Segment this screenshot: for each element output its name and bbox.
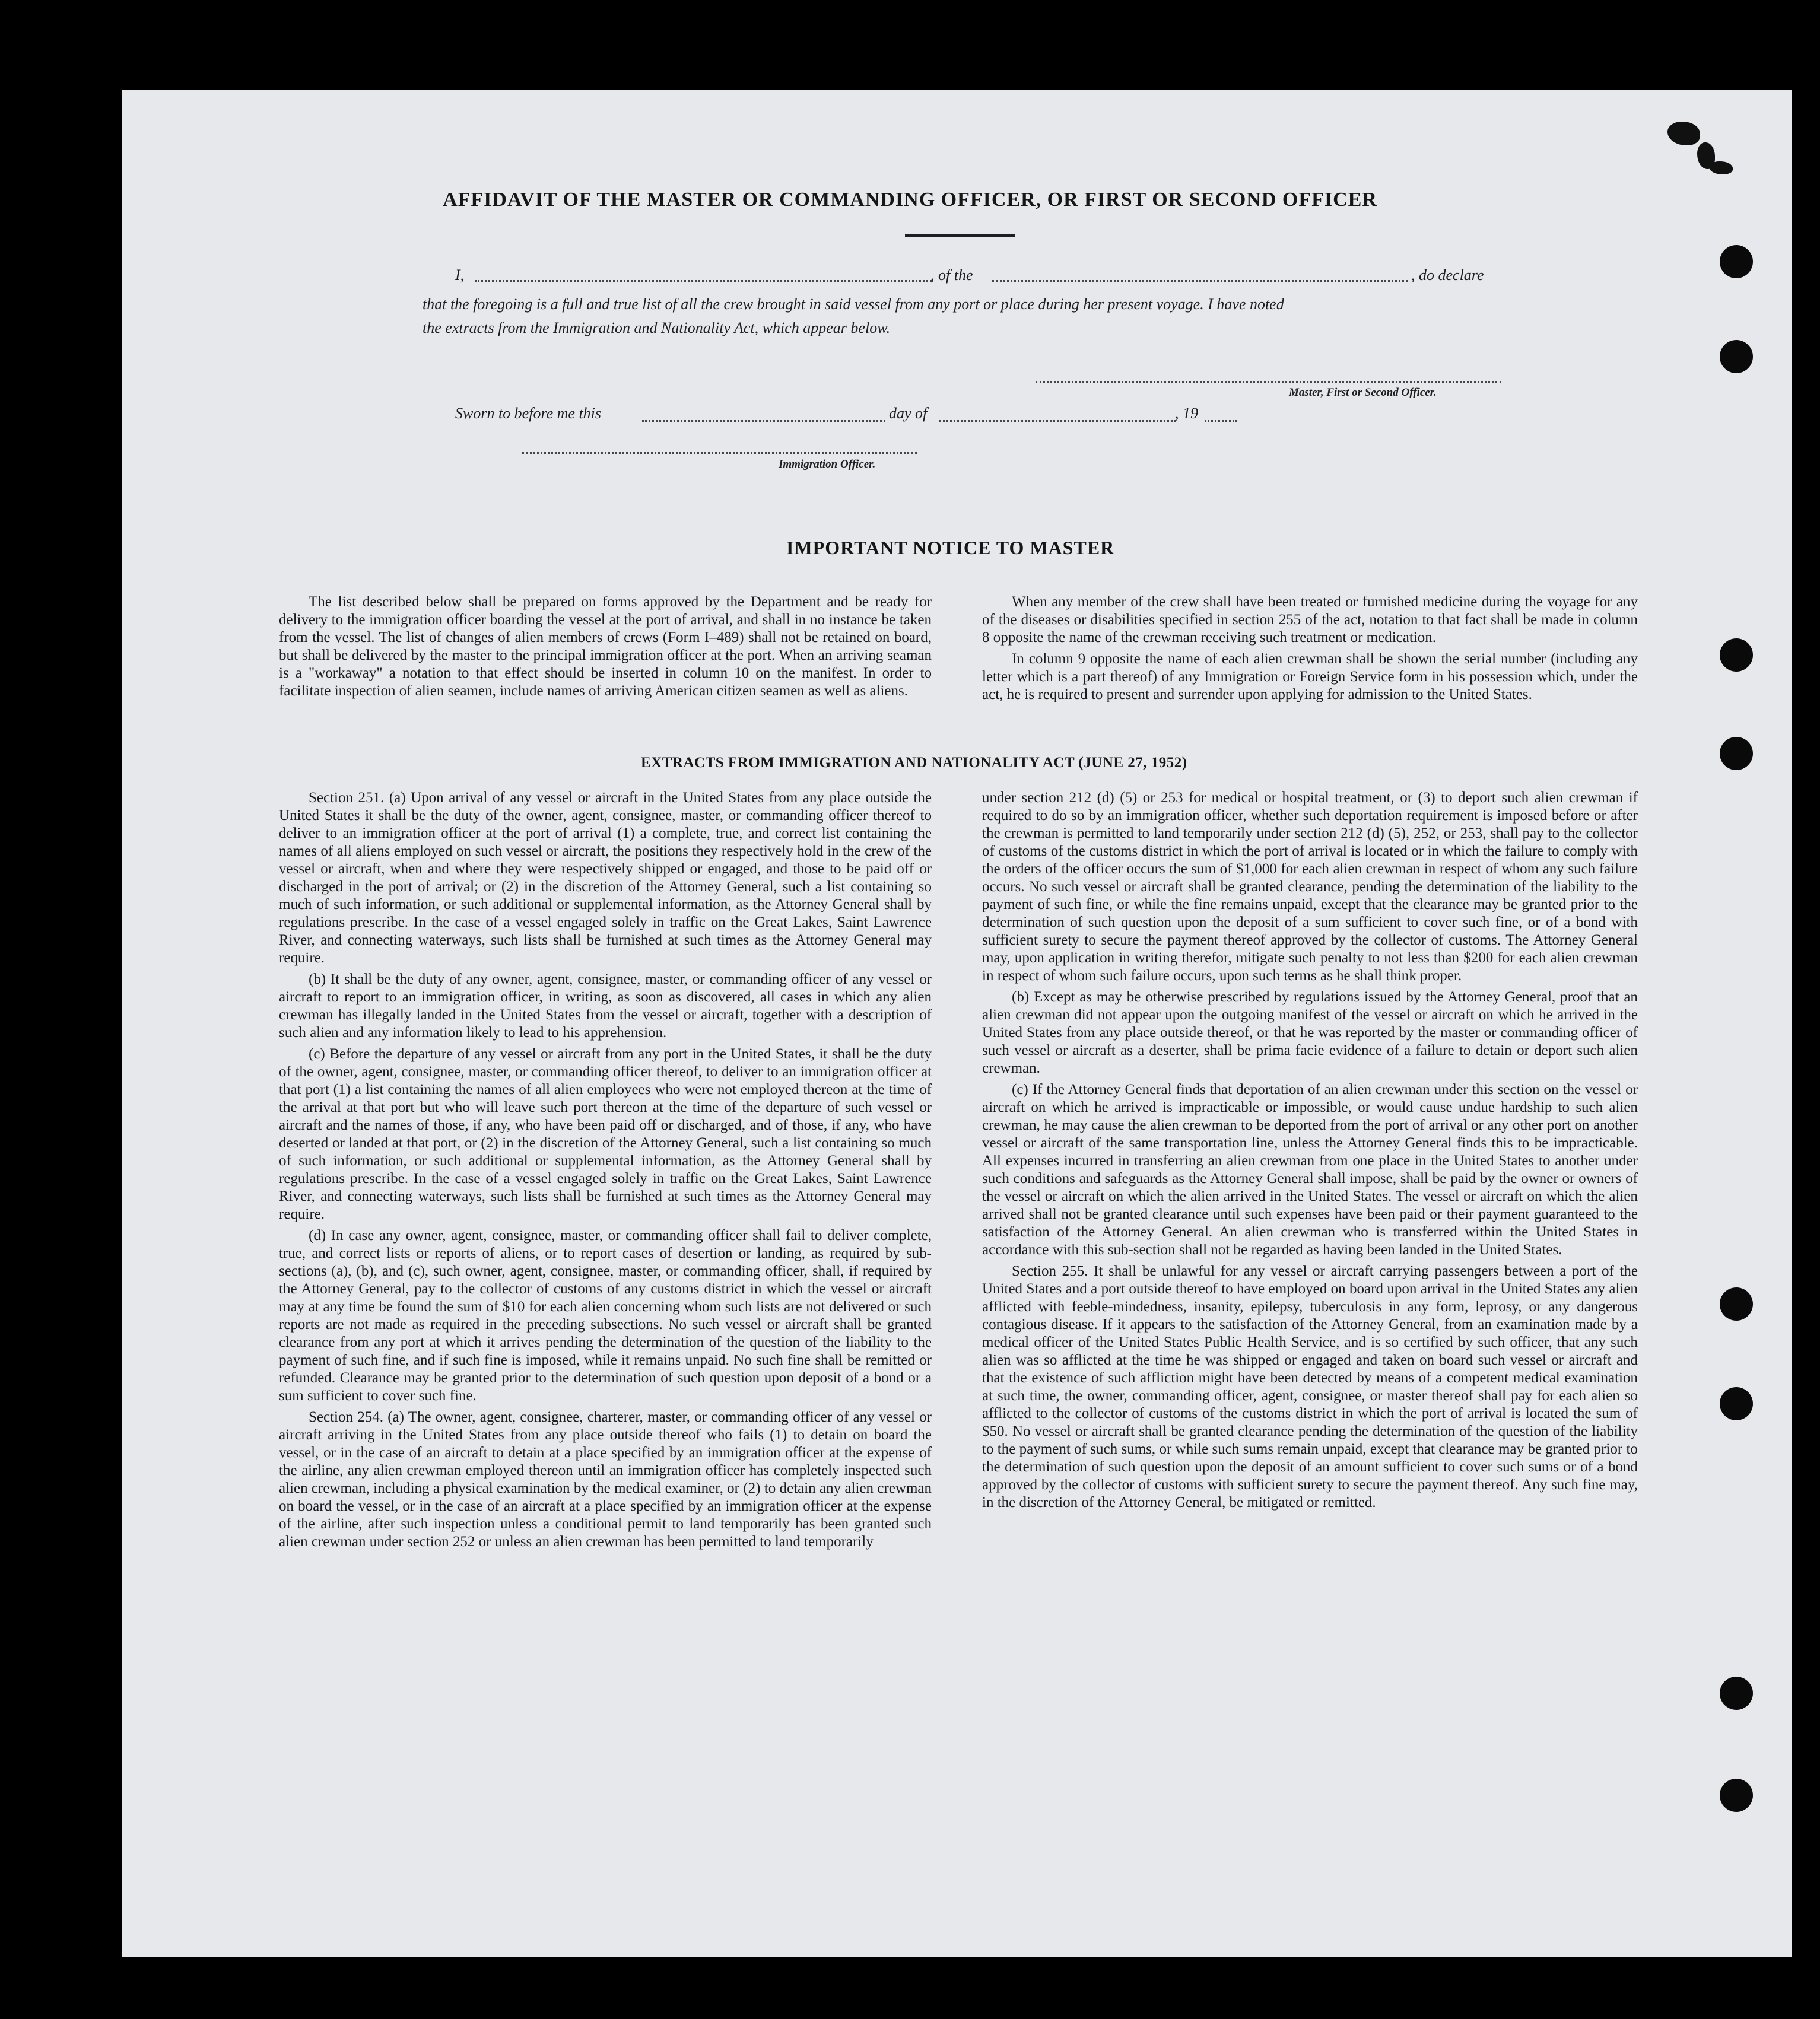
notice-right-paragraph-2: In column 9 opposite the name of each alien crewman shall be shown the serial number (including any letter which is a part thereof) of any Immigration or Foreign Service form in his possession which, under the act, he is required to present and surrender upon applying for admission to the United States. <box>982 651 1638 702</box>
notice-left-column <box>279 593 932 704</box>
extract-paragraph: Section 254. (a) The owner, agent, consignee, charterer, master, or commanding officer of any vessel or aircraft arriving in the United States from any place outside thereof who fails (1) to detain on board the vessel, or in the case of an aircraft to detain at a place specified by an immigration officer at the expense of the airline, any alien crewman employed thereon until an immigration officer has completely inspected such alien crewman, including a physical examination by the medical examiner, or (2) to detain any alien crewman on board the vessel, or in the case of an aircraft at a place specified by an immigration officer at the expense of the airline, after such inspection unless a conditional permit to land temporarily has been granted such alien crewman under section 252 or unless an alien crewman has been permitted to land temporarily <box>279 1409 932 1550</box>
declaration-line-2: the extracts from the Immigration and Nationality Act, which appear below. <box>423 319 891 336</box>
punch-hole <box>1720 245 1753 278</box>
notice-right-paragraph-1: When any member of the crew shall have been treated or furnished medicine during the voyage for any of the diseases or disabilities specified in section 255 of the act, notation to that fact shall be made in column 8 opposite the name of the crewman receiving such treatment or medication. <box>982 594 1638 646</box>
sworn-month-field[interactable] <box>939 420 1176 422</box>
master-signature-field[interactable] <box>1036 381 1501 383</box>
day-of-label: day of <box>889 405 928 422</box>
punch-hole <box>1720 638 1753 672</box>
title-rule <box>905 234 1015 237</box>
sworn-day-field[interactable] <box>642 420 885 422</box>
immigration-officer-signature-field[interactable] <box>522 452 917 454</box>
notice-right-column <box>982 593 1638 707</box>
extracts-left-column <box>279 789 932 1554</box>
sworn-label: Sworn to before me this <box>455 405 602 422</box>
extract-paragraph: Section 255. It shall be unlawful for any vessel or aircraft carrying passengers between a port of the United States and a port outside thereof to have employed on board upon arrival in the United States any alien afflicted with feeble-mindedness, insanity, epilepsy, tuberculosis in any form, leprosy, or any dangerous contagious disease. If it appears to the satisfaction of the Attorney General, from an examination made by a medical officer of the United States Public Health Service, and is so certified by such officer, that any such alien was so afflicted at the time he was shipped or engaged and taken on board such vessel or aircraft and that the existence of such affliction might have been detected by means of a competent medical examination at such time, the owner, commanding officer, agent, consignee, or master thereof shall pay for each alien so afflicted to the collector of customs of the customs district in which the port of arrival is located the sum of $50. No vessel or aircraft shall be granted clearance pending the determination of the question of the liability to the payment of such sums, or while such sums remain unpaid, except that clearance may be granted prior to the determination of such question upon the deposit of an amount sufficient to cover such sums or of a bond approved by the collector of customs with sufficient surety to secure the payment thereof. Any such fine may, in the discretion of the Attorney General, be mitigated or remitted. <box>982 1263 1638 1511</box>
punch-hole <box>1720 1677 1753 1710</box>
extract-paragraph: (c) If the Attorney General finds that deportation of an alien crewman under this section on the vessel or aircraft on which he arrived is impracticable or impossible, or would cause undue hardship to such alien crewman, he may cause the alien crewman to be deported from the port of arrival or any other port on another vessel or aircraft of the same transportation line, unless the Attorney General finds this to be impracticable. All expenses incurred in transferring an alien crewman from one place in the United States to another under such conditions and safeguards as the Attorney General shall impose, shall be paid by the owner or owners of the vessel or aircraft on which the alien arrived in the United States. The vessel or aircraft on which the alien arrived shall not be granted clearance until such expenses have been paid or their payment guaranteed to the satisfaction of the Attorney General. An alien crewman who is transferred within the United States in accordance with this sub-section shall not be regarded as having been landed in the United States. <box>982 1082 1638 1258</box>
extract-paragraph: under section 212 (d) (5) or 253 for medical or hospital treatment, or (3) to deport such alien crewman if required to do so by an immigration officer, whether such deportation requirement is imposed before or after the crewman is permitted to land temporarily under section 212 (d) (5), 252, or 253, shall pay to the collector of customs of the customs district in which the port of arrival is located or in which the failure to comply with the orders of the officer occurs the sum of $1,000 for each alien crewman in respect of whom any such failure occurs. No such vessel or aircraft shall be granted clearance, pending the determination of the liability to the payment of such fine, or while the fine remains unpaid, except that the clearance may be granted prior to the determination of such question upon the deposit of a sum sufficient to cover such fine, or of a bond with sufficient surety to secure the payment thereof approved by the collector of customs. The Attorney General may, upon application in writing therefor, mitigate such penalty to not less than $200 for each alien crewman in respect of whom such failure occurs, upon such terms as he shall think proper. <box>982 790 1638 984</box>
punch-hole <box>1720 737 1753 770</box>
extract-paragraph: Section 251. (a) Upon arrival of any vessel or aircraft in the United States from any place outside the United States it shall be the duty of the owner, agent, consignee, master, or commanding officer thereof to deliver to an immigration officer at the port of arrival (1) a complete, true, and correct list containing the names of all aliens employed on such vessel or aircraft, the positions they respectively hold in the crew of the vessel or aircraft, when and where they were respectively shipped or engaged, and those to be paid off or discharged in the port of arrival; or (2) in the discretion of the Attorney General, such a list containing so much of such information, or such additional or supplemental information, as the Attorney General shall by regulations prescribe. In the case of a vessel engaged solely in traffic on the Great Lakes, Saint Lawrence River, and connecting waterways, such lists shall be furnished at such times as the Attorney General may require. <box>279 790 932 966</box>
punch-hole <box>1720 1779 1753 1812</box>
extract-paragraph: (c) Before the departure of any vessel or aircraft from any port in the United States, it shall be the duty of the owner, agent, consignee, master, or commanding officer thereof, to deliver to an immigration officer at that port (1) a list containing the names of all alien employees who were not employed thereon at the time of the arrival at that port but who will leave such port thereon at the time of the departure of such vessel or aircraft and the names of those, if any, who have been paid off or discharged, and of those, if any, who have deserted or landed at that port, or (2) in the discretion of the Attorney General, such a list containing so much of such information, or such additional or supplemental information, as the Attorney General shall by regulations prescribe. In the case of a vessel engaged solely in traffic on the Great Lakes, Saint Lawrence River, and connecting waterways, such lists shall be furnished at such times as the Attorney General may require. <box>279 1046 932 1222</box>
do-declare-label: , do declare <box>1411 266 1484 284</box>
punch-hole <box>1720 1287 1753 1321</box>
extracts-title: EXTRACTS FROM IMMIGRATION AND NATIONALITY ACT (JUNE 27, 1952) <box>641 755 1187 771</box>
punch-hole <box>1720 1387 1753 1420</box>
vessel-field[interactable] <box>992 280 1408 282</box>
notice-left-paragraph: The list described below shall be prepared on forms approved by the Department and be ready for delivery to the immigration officer boarding the vessel at the port of arrival, and shall in no instance be taken from the vessel. The list of changes of alien members of crews (Form I–489) shall not be retained on board, but shall be delivered by the master to the principal immigration officer at the port. When an arriving seaman is a "workaway" a notation to that effect should be inserted in column 10 on the manifest. In order to facilitate inspection of alien seamen, include names of arriving American citizen seamen as well as aliens. <box>279 594 932 699</box>
notice-title: IMPORTANT NOTICE TO MASTER <box>786 537 1115 558</box>
of-the-label: , of the <box>930 266 973 284</box>
extract-paragraph: (d) In case any owner, agent, consignee, master, or commanding officer shall fail to deliver complete, true, and correct lists or reports of aliens, or to report cases of desertion or landing, as required by sub-sections (a), (b), and (c), such owner, agent, consignee, master, or commanding officer, shall, if required by the Attorney General, pay to the collector of customs of any customs district in which the vessel or aircraft may at any time be found the sum of $10 for each alien concerning whom such lists are not delivered or such reports are not made as required in the preceding subsections. No such vessel or aircraft shall be granted clearance from any port at which it arrives pending the determination of the question of the liability to the payment of such fine, and if such fine is imposed, while it remains unpaid. No such fine shall be remitted or refunded. Clearance may be granted prior to the determination of such question upon deposit of a bond or a sum sufficient to cover such fine. <box>279 1228 932 1404</box>
name-field[interactable] <box>475 280 932 282</box>
sworn-year-field[interactable] <box>1205 420 1237 422</box>
i-label: I, <box>455 266 465 284</box>
extracts-right-column <box>982 789 1638 1515</box>
immigration-officer-label: Immigration Officer. <box>779 458 876 470</box>
affidavit-title: AFFIDAVIT OF THE MASTER OR COMMANDING OFFICER, OR FIRST OR SECOND OFFICER <box>443 189 1377 211</box>
extract-paragraph: (b) Except as may be otherwise prescribed by regulations issued by the Attorney General, proof that an alien crewman did not appear upon the outgoing manifest of the vessel or aircraft on which he arrived in the United States from any place outside thereof, or that he was reported by the master or commanding officer of such vessel or aircraft as a deserter, shall be prima facie evidence of a failure to detain or deport such alien crewman. <box>982 989 1638 1076</box>
declaration-line-1: that the foregoing is a full and true list of all the crew brought in said vessel from any port or place during her present voyage. I have noted <box>423 295 1284 313</box>
punch-hole <box>1720 340 1753 373</box>
master-signature-label: Master, First or Second Officer. <box>1289 386 1437 399</box>
year-label: , 19 <box>1175 405 1198 422</box>
extract-paragraph: (b) It shall be the duty of any owner, agent, consignee, master, or commanding officer of any vessel or aircraft to report to an immigration officer, in writing, as soon as discovered, all cases in which any alien crewman has illegally landed in the United States from the vessel or aircraft, together with a description of such alien and any information likely to lead to his apprehension. <box>279 971 932 1041</box>
